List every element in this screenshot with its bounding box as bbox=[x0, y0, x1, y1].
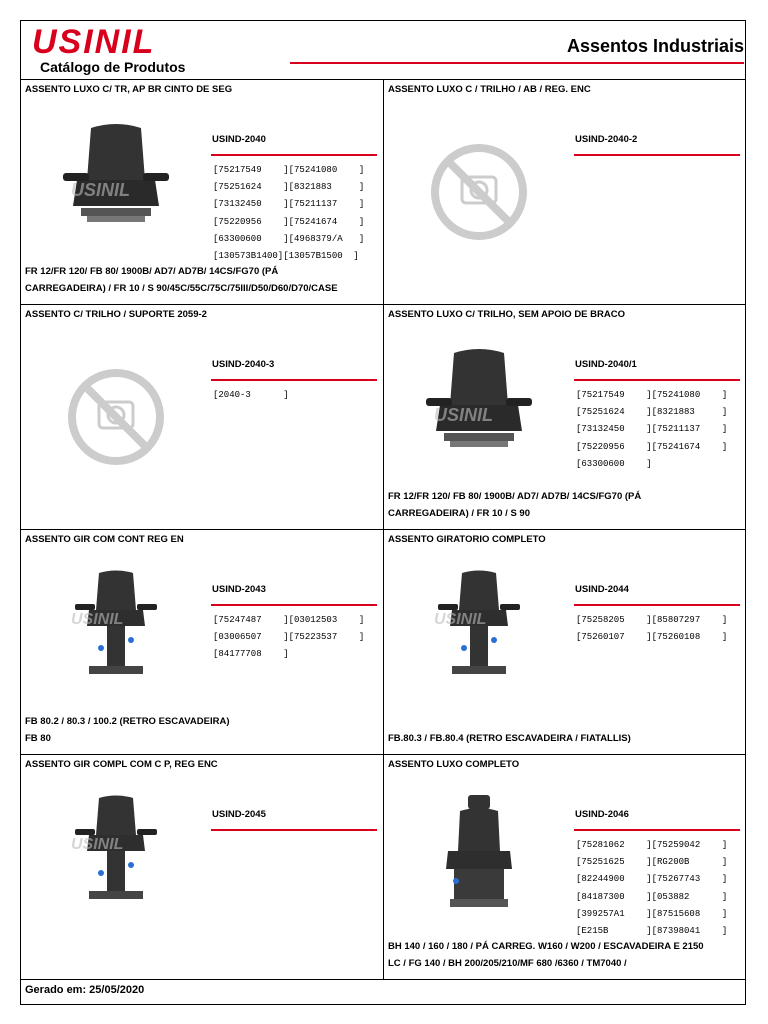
product-cell bbox=[20, 79, 384, 305]
no-image-icon bbox=[41, 357, 191, 482]
product-cell bbox=[383, 529, 746, 755]
seat-image bbox=[41, 568, 191, 693]
code-divider bbox=[574, 154, 740, 156]
product-code: USIND-2044 bbox=[575, 584, 629, 595]
usinil-logo bbox=[30, 24, 220, 58]
generated-date: Gerado em: 25/05/2020 bbox=[25, 984, 145, 996]
product-cell bbox=[20, 529, 384, 755]
seat-image bbox=[404, 568, 554, 693]
header-divider bbox=[290, 62, 744, 64]
product-title: ASSENTO LUXO C / TRILHO / AB / REG. ENC bbox=[388, 84, 591, 95]
seat-image bbox=[404, 343, 554, 468]
no-image-icon bbox=[404, 132, 554, 257]
seat-image bbox=[404, 793, 554, 918]
product-title: ASSENTO GIR COM CONT REG EN bbox=[25, 534, 184, 545]
page-title: Assentos Industriais bbox=[566, 36, 744, 56]
product-grid bbox=[20, 79, 746, 979]
svg-text:USINIL: USINIL bbox=[32, 24, 156, 58]
code-divider bbox=[211, 154, 377, 156]
application-description: FB 80.2 / 80.3 / 100.2 (RETRO ESCAVADEIRA) FB 80 bbox=[25, 716, 230, 744]
product-code: USIND-2043 bbox=[212, 584, 266, 595]
application-description: FR 12/FR 120/ FB 80/ 1900B/ AD7/ AD7B/ 14CS/FG70 (PÁ CARREGADEIRA) / FR 10 / S 90 bbox=[388, 491, 642, 519]
svg-text:USINIL: USINIL bbox=[71, 836, 124, 853]
seat-image bbox=[41, 118, 191, 243]
product-code: USIND-2040/1 bbox=[575, 359, 637, 370]
product-title: ASSENTO C/ TRILHO / SUPORTE 2059-2 bbox=[25, 309, 207, 320]
product-title: ASSENTO LUXO COMPLETO bbox=[388, 759, 520, 770]
code-divider bbox=[211, 829, 377, 831]
svg-text:USINIL: USINIL bbox=[434, 611, 487, 628]
application-description: FR 12/FR 120/ FB 80/ 1900B/ AD7/ AD7B/ 14CS/FG70 (PÁ CARREGADEIRA) / FR 10 / S 90/45C/55C/75C/75III/D50/D60/D70/CASE bbox=[25, 266, 338, 294]
svg-text:USINIL: USINIL bbox=[71, 180, 131, 200]
product-code: USIND-2040-2 bbox=[575, 134, 638, 145]
application-description: FB.80.3 / FB.80.4 (RETRO ESCAVADEIRA / FIATALLIS) bbox=[388, 733, 631, 744]
product-cell bbox=[383, 304, 746, 530]
reference-list: [75247487 ][03012503 ] [03006507 ][75223537 ] [84177708 ] bbox=[213, 615, 365, 660]
product-title: ASSENTO LUXO C/ TRILHO, SEM APOIO DE BRACO bbox=[388, 309, 625, 320]
code-divider bbox=[574, 604, 740, 606]
code-divider bbox=[211, 379, 377, 381]
reference-list: [2040-3 ] bbox=[213, 390, 289, 400]
product-title: ASSENTO GIR COMPL COM C P, REG ENC bbox=[25, 759, 218, 770]
footer bbox=[20, 979, 746, 1005]
reference-list: [75281062 ][75259042 ] [75251625 ][RG200B ] [82244900 ][75267743 ] [84187300 ][053882 ] [399257A1 ][87515608 ] [E215B ][87398041 ] bbox=[576, 840, 728, 937]
reference-list: [75217549 ][75241080 ] [75251624 ][8321883 ] [73132450 ][75211137 ] [75220956 ][75241674 ] [63300600 ][4968379/A ] [130573B1400][13057B1500 ] bbox=[213, 165, 365, 262]
product-code: USIND-2040-3 bbox=[212, 359, 275, 370]
product-title: ASSENTO LUXO C/ TR, AP BR CINTO DE SEG bbox=[25, 84, 233, 95]
product-cell bbox=[383, 754, 746, 980]
code-divider bbox=[211, 604, 377, 606]
product-code: USIND-2046 bbox=[575, 809, 629, 820]
application-description: BH 140 / 160 / 180 / PÁ CARREG. W160 / W200 / ESCAVADEIRA E 2150 LC / FG 140 / BH 200/205/210/MF 680 /6360 / TM7040 / bbox=[388, 941, 704, 969]
product-cell bbox=[20, 304, 384, 530]
product-cell bbox=[383, 79, 746, 305]
product-code: USIND-2040 bbox=[212, 134, 266, 145]
seat-image bbox=[41, 793, 191, 918]
svg-text:USINIL: USINIL bbox=[434, 405, 494, 425]
reference-list: [75217549 ][75241080 ] [75251624 ][8321883 ] [73132450 ][75211137 ] [75220956 ][75241674 ] [63300600 ] bbox=[576, 390, 728, 469]
product-title: ASSENTO GIRATORIO COMPLETO bbox=[388, 534, 546, 545]
product-code: USIND-2045 bbox=[212, 809, 266, 820]
reference-list: [75258205 ][85807297 ] [75260107 ][75260108 ] bbox=[576, 615, 728, 643]
svg-text:USINIL: USINIL bbox=[71, 611, 124, 628]
code-divider bbox=[574, 829, 740, 831]
product-cell bbox=[20, 754, 384, 980]
catalog-subtitle: Catálogo de Produtos bbox=[40, 59, 186, 75]
code-divider bbox=[574, 379, 740, 381]
